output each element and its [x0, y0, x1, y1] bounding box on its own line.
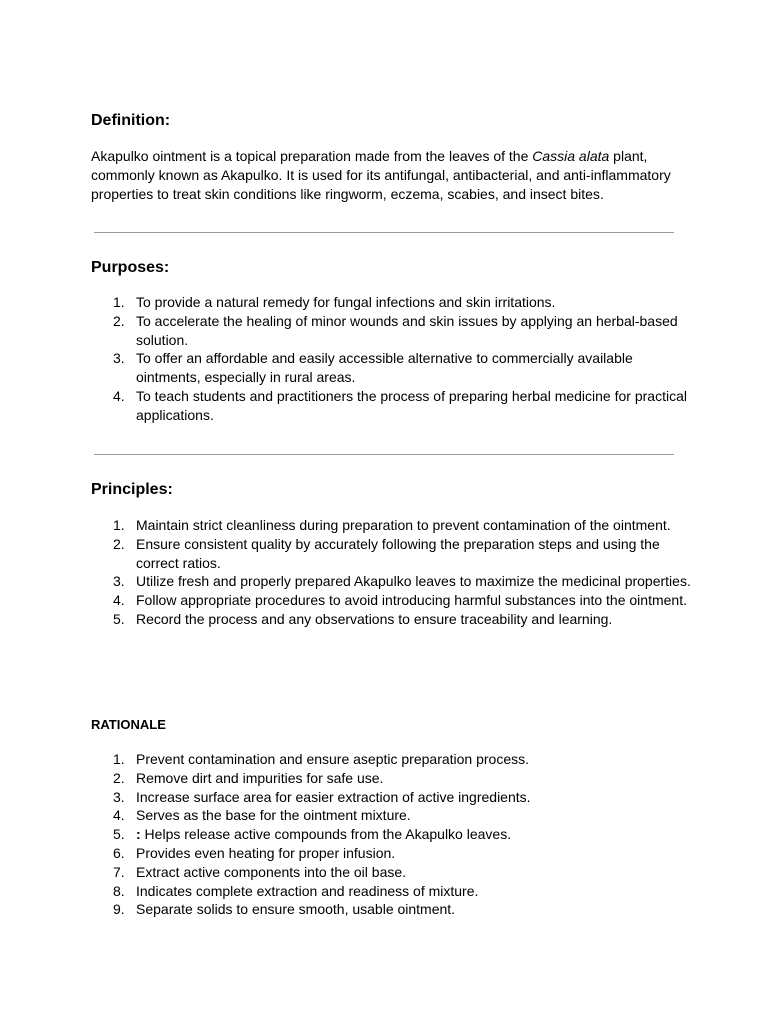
- section-divider-1: [94, 232, 674, 233]
- definition-heading: Definition:: [91, 112, 171, 129]
- list-item-body: Separate solids to ensure smooth, usable ointment.: [136, 901, 456, 918]
- list-number: 3.: [113, 573, 125, 590]
- list-number: 3.: [113, 788, 125, 805]
- rationale-heading: RATIONALE: [91, 717, 166, 732]
- list-number: 1.: [113, 517, 125, 533]
- purposes-list: [91, 293, 691, 425]
- list-item-body: Remove dirt and impurities for safe use.: [136, 769, 384, 786]
- list-number: 5.: [113, 826, 125, 843]
- rationale-item: [91, 844, 691, 863]
- list-number: 1.: [113, 294, 125, 310]
- principles-heading: Principles:: [91, 481, 173, 498]
- principles-item: [91, 572, 691, 591]
- list-item-text: Record the process and any observations to ensure traceability and learning.: [136, 610, 613, 627]
- principles-list: [91, 516, 691, 629]
- definition-paragraph: [91, 147, 681, 204]
- list-number: 6.: [113, 844, 125, 861]
- list-item-text: [136, 882, 691, 901]
- list-item-text: [136, 825, 691, 844]
- rationale-list: [91, 750, 691, 919]
- purposes-item: [91, 312, 691, 350]
- list-item-text: [136, 844, 691, 863]
- list-item-text: To offer an affordable and easily accessible alternative to commercially available ointments, especially in rural areas.: [136, 350, 633, 386]
- list-number: 4.: [113, 807, 125, 824]
- rationale-item: [91, 806, 691, 825]
- list-item-body: Provides even heating for proper infusion.: [136, 844, 396, 861]
- list-number: 2.: [113, 535, 125, 552]
- purposes-heading: Purposes:: [91, 259, 170, 276]
- list-item-body: Prevent contamination and ensure aseptic preparation process.: [136, 751, 530, 767]
- rationale-item: [91, 788, 691, 807]
- principles-item: [91, 591, 691, 610]
- list-item-text: [136, 863, 691, 882]
- list-item-text: Maintain strict cleanliness during preparation to prevent contamination of the ointment.: [136, 517, 671, 533]
- definition-species-name: Cassia alata: [532, 148, 610, 164]
- principles-item: [91, 610, 691, 629]
- list-number: 5.: [113, 610, 125, 627]
- principles-item: [91, 535, 691, 573]
- list-item-text: [136, 788, 691, 807]
- list-item-text: Follow appropriate procedures to avoid introducing harmful substances into the ointment.: [136, 592, 687, 609]
- list-number: 2.: [113, 312, 125, 329]
- purposes-item: [91, 349, 691, 387]
- list-number: 4.: [113, 592, 125, 609]
- list-item-text: [136, 806, 691, 825]
- list-item-text: Ensure consistent quality by accurately following the preparation steps and using the correct ratios.: [136, 535, 660, 571]
- list-item-text: To accelerate the healing of minor wounds and skin issues by applying an herbal-based solution.: [136, 312, 678, 348]
- rationale-item: [91, 825, 691, 844]
- list-number: 9.: [113, 901, 125, 918]
- list-number: 3.: [113, 350, 125, 367]
- list-item-text: [136, 769, 691, 788]
- rationale-item: [91, 900, 691, 919]
- definition-text-start: Akapulko ointment is a topical preparation made from the leaves of the: [91, 148, 533, 164]
- list-number: 8.: [113, 882, 125, 899]
- principles-item: [91, 516, 691, 535]
- purposes-item: [91, 293, 691, 312]
- list-item-text: To teach students and practitioners the process of preparing herbal medicine for practical applications.: [136, 387, 687, 423]
- list-item-text: [136, 900, 691, 919]
- purposes-item: [91, 387, 691, 425]
- rationale-item: [91, 882, 691, 901]
- list-item-text: Utilize fresh and properly prepared Akapulko leaves to maximize the medicinal properties.: [136, 573, 691, 590]
- rationale-item: [91, 863, 691, 882]
- list-item-body: Increase surface area for easier extraction of active ingredients.: [136, 788, 531, 805]
- section-divider-2: [94, 454, 674, 455]
- list-number: 1.: [113, 751, 125, 767]
- list-item-lead: :: [136, 826, 141, 843]
- rationale-item: [91, 769, 691, 788]
- definition-text-end: plant, commonly known as Akapulko. It is used for its antifungal, antibacterial, and anti-inflammatory properties to treat skin conditions like ringworm, eczema, scabies, and insect bites.: [91, 148, 671, 202]
- list-item-body: Indicates complete extraction and readiness of mixture.: [136, 882, 479, 899]
- list-item-body: Extract active components into the oil base.: [136, 863, 407, 880]
- list-number: 4.: [113, 387, 125, 404]
- rationale-item: [91, 750, 691, 769]
- list-number: 2.: [113, 769, 125, 786]
- list-item-body: Serves as the base for the ointment mixture.: [136, 807, 411, 824]
- list-number: 7.: [113, 863, 125, 880]
- list-item-text: To provide a natural remedy for fungal infections and skin irritations.: [136, 294, 556, 310]
- list-item-body: Helps release active compounds from the Akapulko leaves.: [140, 826, 512, 843]
- list-item-text: [136, 750, 691, 769]
